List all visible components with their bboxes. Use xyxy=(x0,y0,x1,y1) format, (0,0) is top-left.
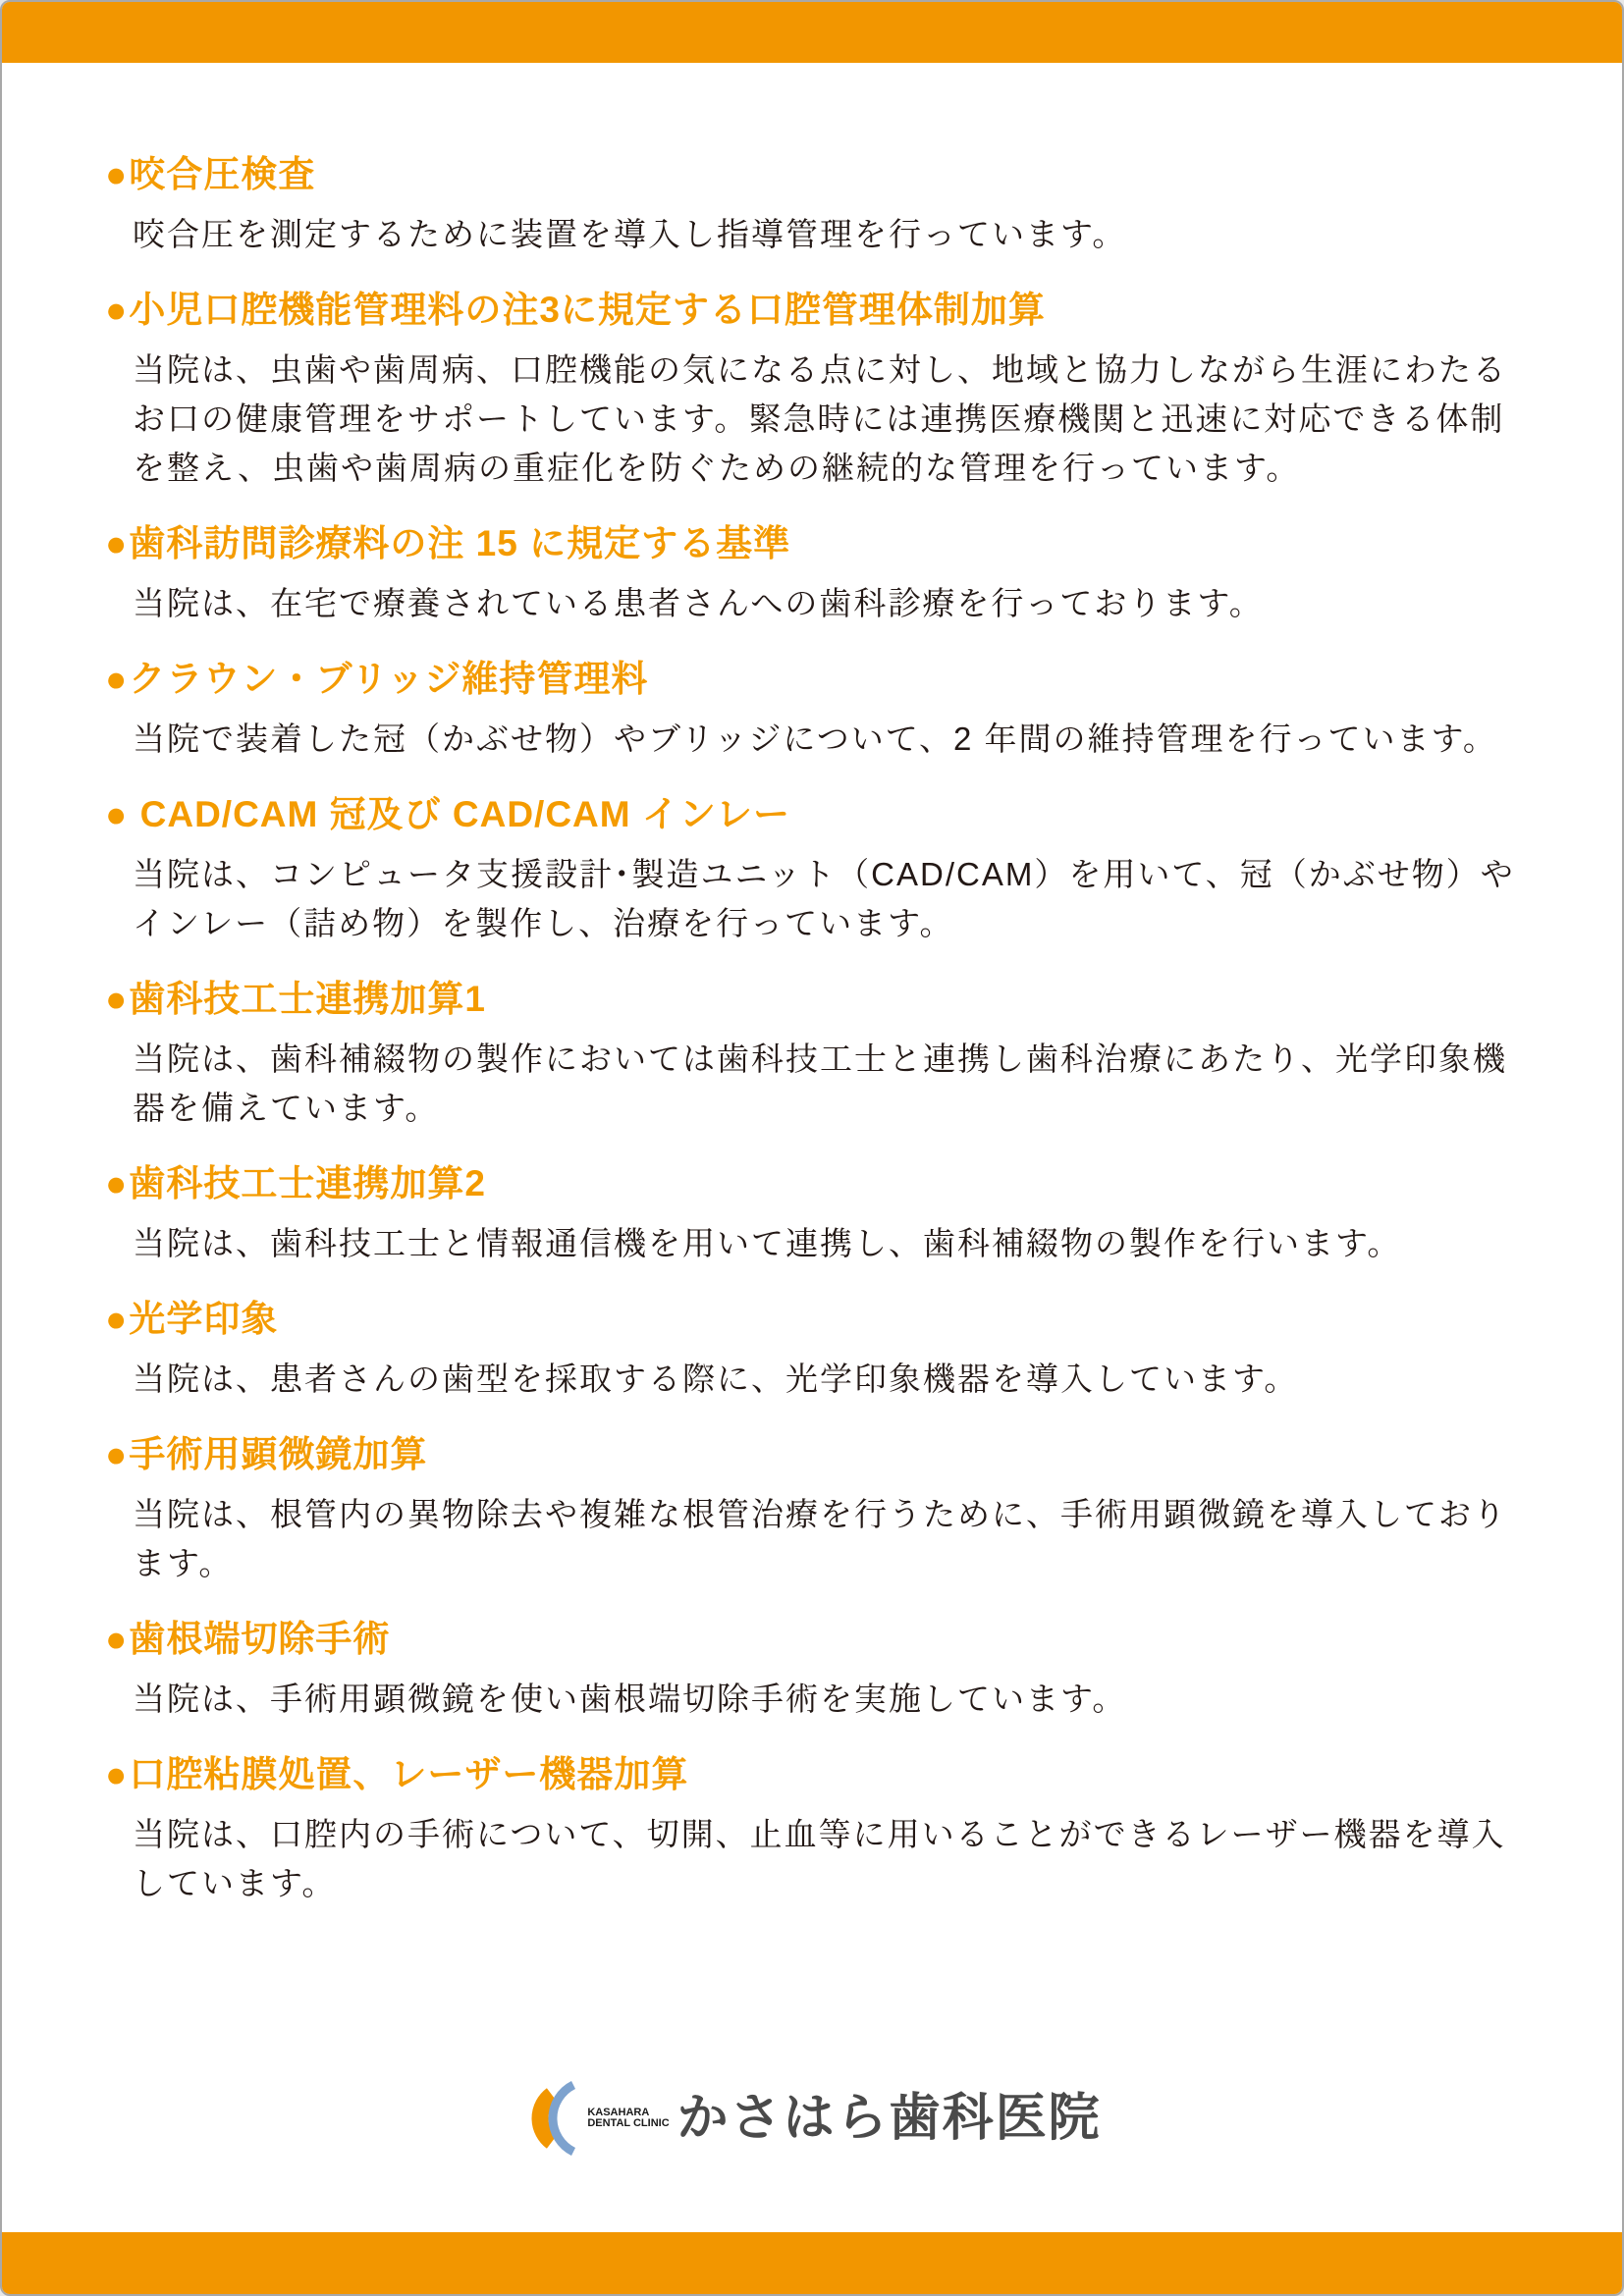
section-surgical-microscope xyxy=(105,1433,1519,1588)
section-dental-technician-collab-1 xyxy=(105,978,1519,1133)
clinic-logo xyxy=(2,2081,1622,2156)
bullet-icon: ● xyxy=(105,154,129,194)
section-home-visit-dental-care xyxy=(105,522,1519,628)
section-heading-label: 歯科技工士連携加算1 xyxy=(129,979,486,1019)
section-body: 当院は、コンピュータ支援設計･製造ユニット（CAD/CAM）を用いて、冠（かぶせ物）やインレー（詰め物）を製作し、治療を行っています。 xyxy=(133,856,1515,941)
section-apicoectomy xyxy=(105,1618,1519,1724)
document-content xyxy=(2,63,1622,1938)
section-heading-label: 歯科技工士連携加算2 xyxy=(129,1163,486,1203)
section-heading-label: 光学印象 xyxy=(129,1299,279,1339)
section-body: 当院は、口腔内の手術について、切開、止血等に用いることができるレーザー機器を導入しています。 xyxy=(133,1816,1506,1901)
section-heading xyxy=(105,658,1519,701)
section-body: 当院は、根管内の異物除去や複雑な根管治療を行うために、手術用顕微鏡を導入しております。 xyxy=(133,1496,1507,1581)
bullet-icon: ● xyxy=(105,794,129,834)
section-occlusal-pressure-test xyxy=(105,153,1519,259)
bullet-icon: ● xyxy=(105,1619,129,1659)
section-heading xyxy=(105,1753,1519,1796)
section-heading xyxy=(105,793,1519,836)
section-heading-label: 手術用顕微鏡加算 xyxy=(129,1434,428,1474)
bullet-icon: ● xyxy=(105,523,129,563)
clinic-logo-caption xyxy=(587,2108,669,2129)
section-heading xyxy=(105,1433,1519,1476)
section-crown-bridge-maintenance xyxy=(105,658,1519,764)
section-body: 当院は、歯科補綴物の製作においては歯科技工士と連携し歯科治療にあたり、光学印象機器を備えています。 xyxy=(133,1041,1507,1126)
bullet-icon: ● xyxy=(105,290,129,330)
clinic-logo-caption-line2: DENTAL CLINIC xyxy=(587,2117,670,2129)
clinic-name: かさはら歯科医院 xyxy=(677,2090,1102,2147)
section-heading xyxy=(105,978,1519,1021)
section-heading-label: クラウン・ブリッジ維持管理料 xyxy=(129,659,649,699)
section-heading xyxy=(105,153,1519,196)
bullet-icon: ● xyxy=(105,1299,129,1339)
section-pediatric-oral-function xyxy=(105,289,1519,493)
bottom-accent-bar xyxy=(2,2232,1622,2294)
bullet-icon: ● xyxy=(105,1163,129,1203)
bullet-icon: ● xyxy=(105,979,129,1019)
section-body: 当院は、手術用顕微鏡を使い歯根端切除手術を実施しています。 xyxy=(133,1681,1127,1717)
section-heading-label: 歯根端切除手術 xyxy=(129,1619,391,1659)
bullet-icon: ● xyxy=(105,659,129,699)
section-optical-impression xyxy=(105,1298,1519,1404)
section-body: 当院は、歯科技工士と情報通信機を用いて連携し、歯科補綴物の製作を行います。 xyxy=(133,1225,1402,1261)
bullet-icon: ● xyxy=(105,1434,129,1474)
section-heading-label: 歯科訪問診療料の注 15 に規定する基準 xyxy=(129,523,791,563)
bullet-icon: ● xyxy=(105,1754,129,1794)
section-body: 当院は、患者さんの歯型を採取する際に、光学印象機器を導入しています。 xyxy=(133,1361,1299,1397)
section-heading-label: 咬合圧検査 xyxy=(129,154,316,194)
clinic-logo-caption-line1: KASAHARA xyxy=(587,2107,650,2118)
section-laser-equipment xyxy=(105,1753,1519,1908)
section-body: 当院は、在宅で療養されている患者さんへの歯科診療を行っております。 xyxy=(133,585,1264,621)
section-body: 当院は、虫歯や歯周病、口腔機能の気になる点に対し、地域と協力しながら生涯にわたるお口の健康管理をサポートしています。緊急時には連携医療機関と迅速に対応できる体制を整え、虫歯や歯周病の重症化を防ぐための継続的な管理を行っています。 xyxy=(133,351,1507,486)
section-body: 当院で装着した冠（かぶせ物）やブリッジについて、2 年間の維持管理を行っています。 xyxy=(133,721,1497,757)
section-heading-label: 小児口腔機能管理料の注3に規定する口腔管理体制加算 xyxy=(129,290,1046,330)
top-accent-bar xyxy=(2,2,1622,63)
section-heading xyxy=(105,1298,1519,1341)
section-body: 咬合圧を測定するために装置を導入し指導管理を行っています。 xyxy=(133,216,1127,252)
section-heading xyxy=(105,289,1519,332)
section-cadcam-crown-inlay xyxy=(105,793,1519,948)
section-heading xyxy=(105,1162,1519,1205)
section-heading xyxy=(105,522,1519,565)
section-heading xyxy=(105,1618,1519,1661)
section-dental-technician-collab-2 xyxy=(105,1162,1519,1268)
section-heading-label: 口腔粘膜処置、レーザー機器加算 xyxy=(129,1754,689,1794)
section-heading-label: CAD/CAM 冠及び CAD/CAM インレー xyxy=(129,794,790,834)
